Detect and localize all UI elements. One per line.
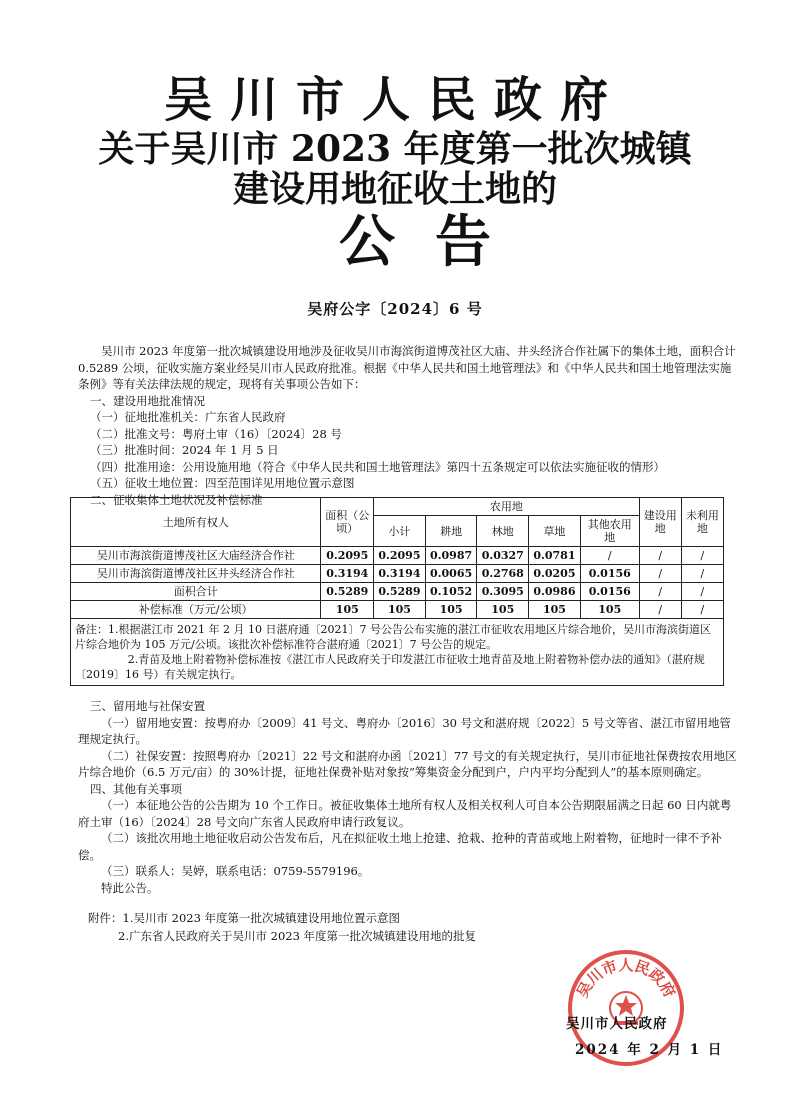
cell-standard-unused: / — [681, 601, 723, 619]
cell-standard-area: 105 — [321, 601, 374, 619]
section3-heading: 三、留用地与社保安置 — [90, 699, 205, 713]
signature-organization: 吴川市人民政府 — [566, 1016, 668, 1032]
section1-item-1: （一）征地批准机关：广东省人民政府 — [90, 410, 286, 424]
cell-total-subtotal: 0.5289 — [374, 583, 426, 601]
section4-paragraph-2: （二）该批次用地土地征收启动公告发布后，凡在拟征收土地上抢建、抢栽、抢种的青苗或地上附着物，征地时一律不予补偿。 — [78, 831, 722, 862]
section1-heading: 一、建设用地批准情况 — [90, 393, 205, 408]
cell-subtotal: 0.3194 — [374, 565, 426, 583]
document-number: 吴府公字〔2024〕6 号 — [307, 300, 483, 318]
signature-date: 2024 年 2 月 1 日 — [575, 1042, 724, 1058]
header-unused: 未利用地 — [681, 498, 723, 547]
closing-line: 特此公告。 — [101, 880, 159, 895]
cell-standard-farmland: 105 — [425, 601, 477, 619]
table-note-2: 2.青苗及地上附着物补偿标准按《湛江市人民政府关于印发湛江市征收土地青苗及地上附着物补偿办法的通知》（湛府规〔2019〕16 号）有关规定执行。 — [75, 653, 705, 681]
attachment-1: 附件：1.吴川市 2023 年度第一批次城镇建设用地位置示意图 — [88, 911, 401, 925]
header-agricultural: 农用地 — [374, 498, 640, 516]
cell-owner: 吴川市海滨街道博茂社区井头经济合作社 — [71, 565, 321, 583]
section4-paragraph-3: （三）联系人：吴婷，联系电话：0759-5579196。 — [101, 864, 370, 878]
cell-subtotal: 0.2095 — [374, 547, 426, 565]
section1-item-3: （三）批准时间：2024 年 1 月 5 日 — [90, 443, 279, 457]
cell-standard-construction: / — [639, 601, 681, 619]
section1-item-5: （五）征收土地位置：四至范围详见用地位置示意图 — [90, 476, 355, 490]
table-note-1: 备注：1.根据湛江市 2021 年 2 月 10 日湛府通〔2021〕7 号公告公布实施的湛江市征收农用地区片综合地价，吴川市海滨街道区片综合地价为 105 万元/公顷。该批次补偿标准符合湛府通〔2021〕7 号公告的规定。 — [75, 623, 711, 651]
section1-item-4: （四）批准用途：公用设施用地（符合《中华人民共和国土地管理法》第四十五条规定可以依法实施征收的情形） — [90, 459, 665, 474]
cell-construction: / — [639, 547, 681, 565]
header-construction: 建设用地 — [639, 498, 681, 547]
cell-standard-subtotal: 105 — [374, 601, 426, 619]
table-header-row — [71, 498, 724, 516]
section2-heading: 二、征收集体土地状况及补偿标准 — [90, 492, 263, 507]
cell-total-label: 面积合计 — [71, 583, 321, 601]
header-farmland: 耕地 — [425, 516, 477, 547]
table-row — [71, 565, 724, 583]
cell-total-grass: 0.0986 — [529, 583, 581, 601]
cell-grass: 0.0781 — [529, 547, 581, 565]
table-total-row — [71, 583, 724, 601]
table-standard-row — [71, 601, 724, 619]
seal-text: 吴川市人民政府 — [573, 956, 679, 1001]
cell-construction: / — [639, 565, 681, 583]
cell-standard-other-agri: 105 — [580, 601, 639, 619]
cell-farmland: 0.0987 — [425, 547, 477, 565]
intro-paragraph: 吴川市 2023 年度第一批次城镇建设用地涉及征收吴川市海滨街道博茂社区大庙、井头经济合作社属下的集体土地，面积合计 0.5289 公顷，征收实施方案业经吴川市人民政府批准。根据《中华人民共和国土地管理法》和《中华人民共和国土地管理法实施条例》等有关法律法规的规定，现将有关事项公告如下： — [78, 344, 736, 391]
notice-body-lower — [78, 698, 742, 896]
issuing-organization: 吴川市人民政府 — [163, 72, 626, 128]
section3-paragraph-1: （一）留用地安置：按粤府办〔2009〕41 号文、粤府办〔2016〕30 号文和湛府规〔2022〕5 号文等省、湛江市留用地管理规定执行。 — [78, 715, 731, 746]
cell-grass: 0.0205 — [529, 565, 581, 583]
cell-other-agri: / — [580, 547, 639, 565]
cell-other-agri: 0.0156 — [580, 565, 639, 583]
table-notes — [71, 619, 724, 686]
cell-total-farmland: 0.1052 — [425, 583, 477, 601]
cell-farmland: 0.0065 — [425, 565, 477, 583]
header-other-agri: 其他农用地 — [580, 516, 639, 547]
section4-paragraph-1: （一）本征地公告的公告期为 10 个工作日。被征收集体土地所有权人及相关权利人可自本公告期限届满之日起 60 日内就粤府土审（16）〔2024〕28 号文向广东省人民政府申请行政复议。 — [78, 798, 732, 829]
cell-standard-grass: 105 — [529, 601, 581, 619]
cell-standard-forest: 105 — [477, 601, 529, 619]
land-compensation-table — [70, 497, 724, 686]
title-line-2: 建设用地征收土地的 — [232, 168, 557, 210]
title-line-3: 公告 — [339, 209, 531, 275]
table-notes-row — [71, 619, 724, 686]
cell-forest: 0.0327 — [477, 547, 529, 565]
svg-text:吴川市人民政府 — [573, 956, 679, 1001]
section4-heading: 四、其他有关事项 — [90, 781, 182, 796]
cell-forest: 0.2768 — [477, 565, 529, 583]
cell-total-forest: 0.3095 — [477, 583, 529, 601]
cell-total-other-agri: 0.0156 — [580, 583, 639, 601]
header-grass: 草地 — [529, 516, 581, 547]
cell-unused: / — [681, 547, 723, 565]
attachment-2: 2.广东省人民政府关于吴川市 2023 年度第一批次城镇建设用地的批复 — [118, 929, 477, 943]
cell-area: 0.2095 — [321, 547, 374, 565]
header-owner: 土地所有权人 — [71, 498, 321, 547]
cell-area: 0.3194 — [321, 565, 374, 583]
cell-owner: 吴川市海滨街道博茂社区大庙经济合作社 — [71, 547, 321, 565]
header-area: 面积（公顷） — [321, 498, 374, 547]
table-row — [71, 547, 724, 565]
cell-standard-label: 补偿标准（万元/公顷） — [71, 601, 321, 619]
header-forest: 林地 — [477, 516, 529, 547]
cell-total-unused: / — [681, 583, 723, 601]
section3-paragraph-2: （二）社保安置：按照粤府办〔2021〕22 号文和湛府办函〔2021〕77 号文的有关规定执行，吴川市征地社保费按农用地区片综合地价（6.5 万元/亩）的 30%计提，征地社保费补贴对象按“筹集资金分配到户，户内平均分配到人”的基本原则确定。 — [78, 748, 737, 779]
cell-unused: / — [681, 565, 723, 583]
header-subtotal: 小计 — [374, 516, 426, 547]
cell-total-construction: / — [639, 583, 681, 601]
notice-body-upper — [78, 343, 742, 508]
title-line-1: 关于吴川市 2023 年度第一批次城镇 — [98, 128, 692, 170]
section1-item-2: （二）批准文号：粤府土审（16）〔2024〕28 号 — [90, 426, 342, 441]
cell-total-area: 0.5289 — [321, 583, 374, 601]
